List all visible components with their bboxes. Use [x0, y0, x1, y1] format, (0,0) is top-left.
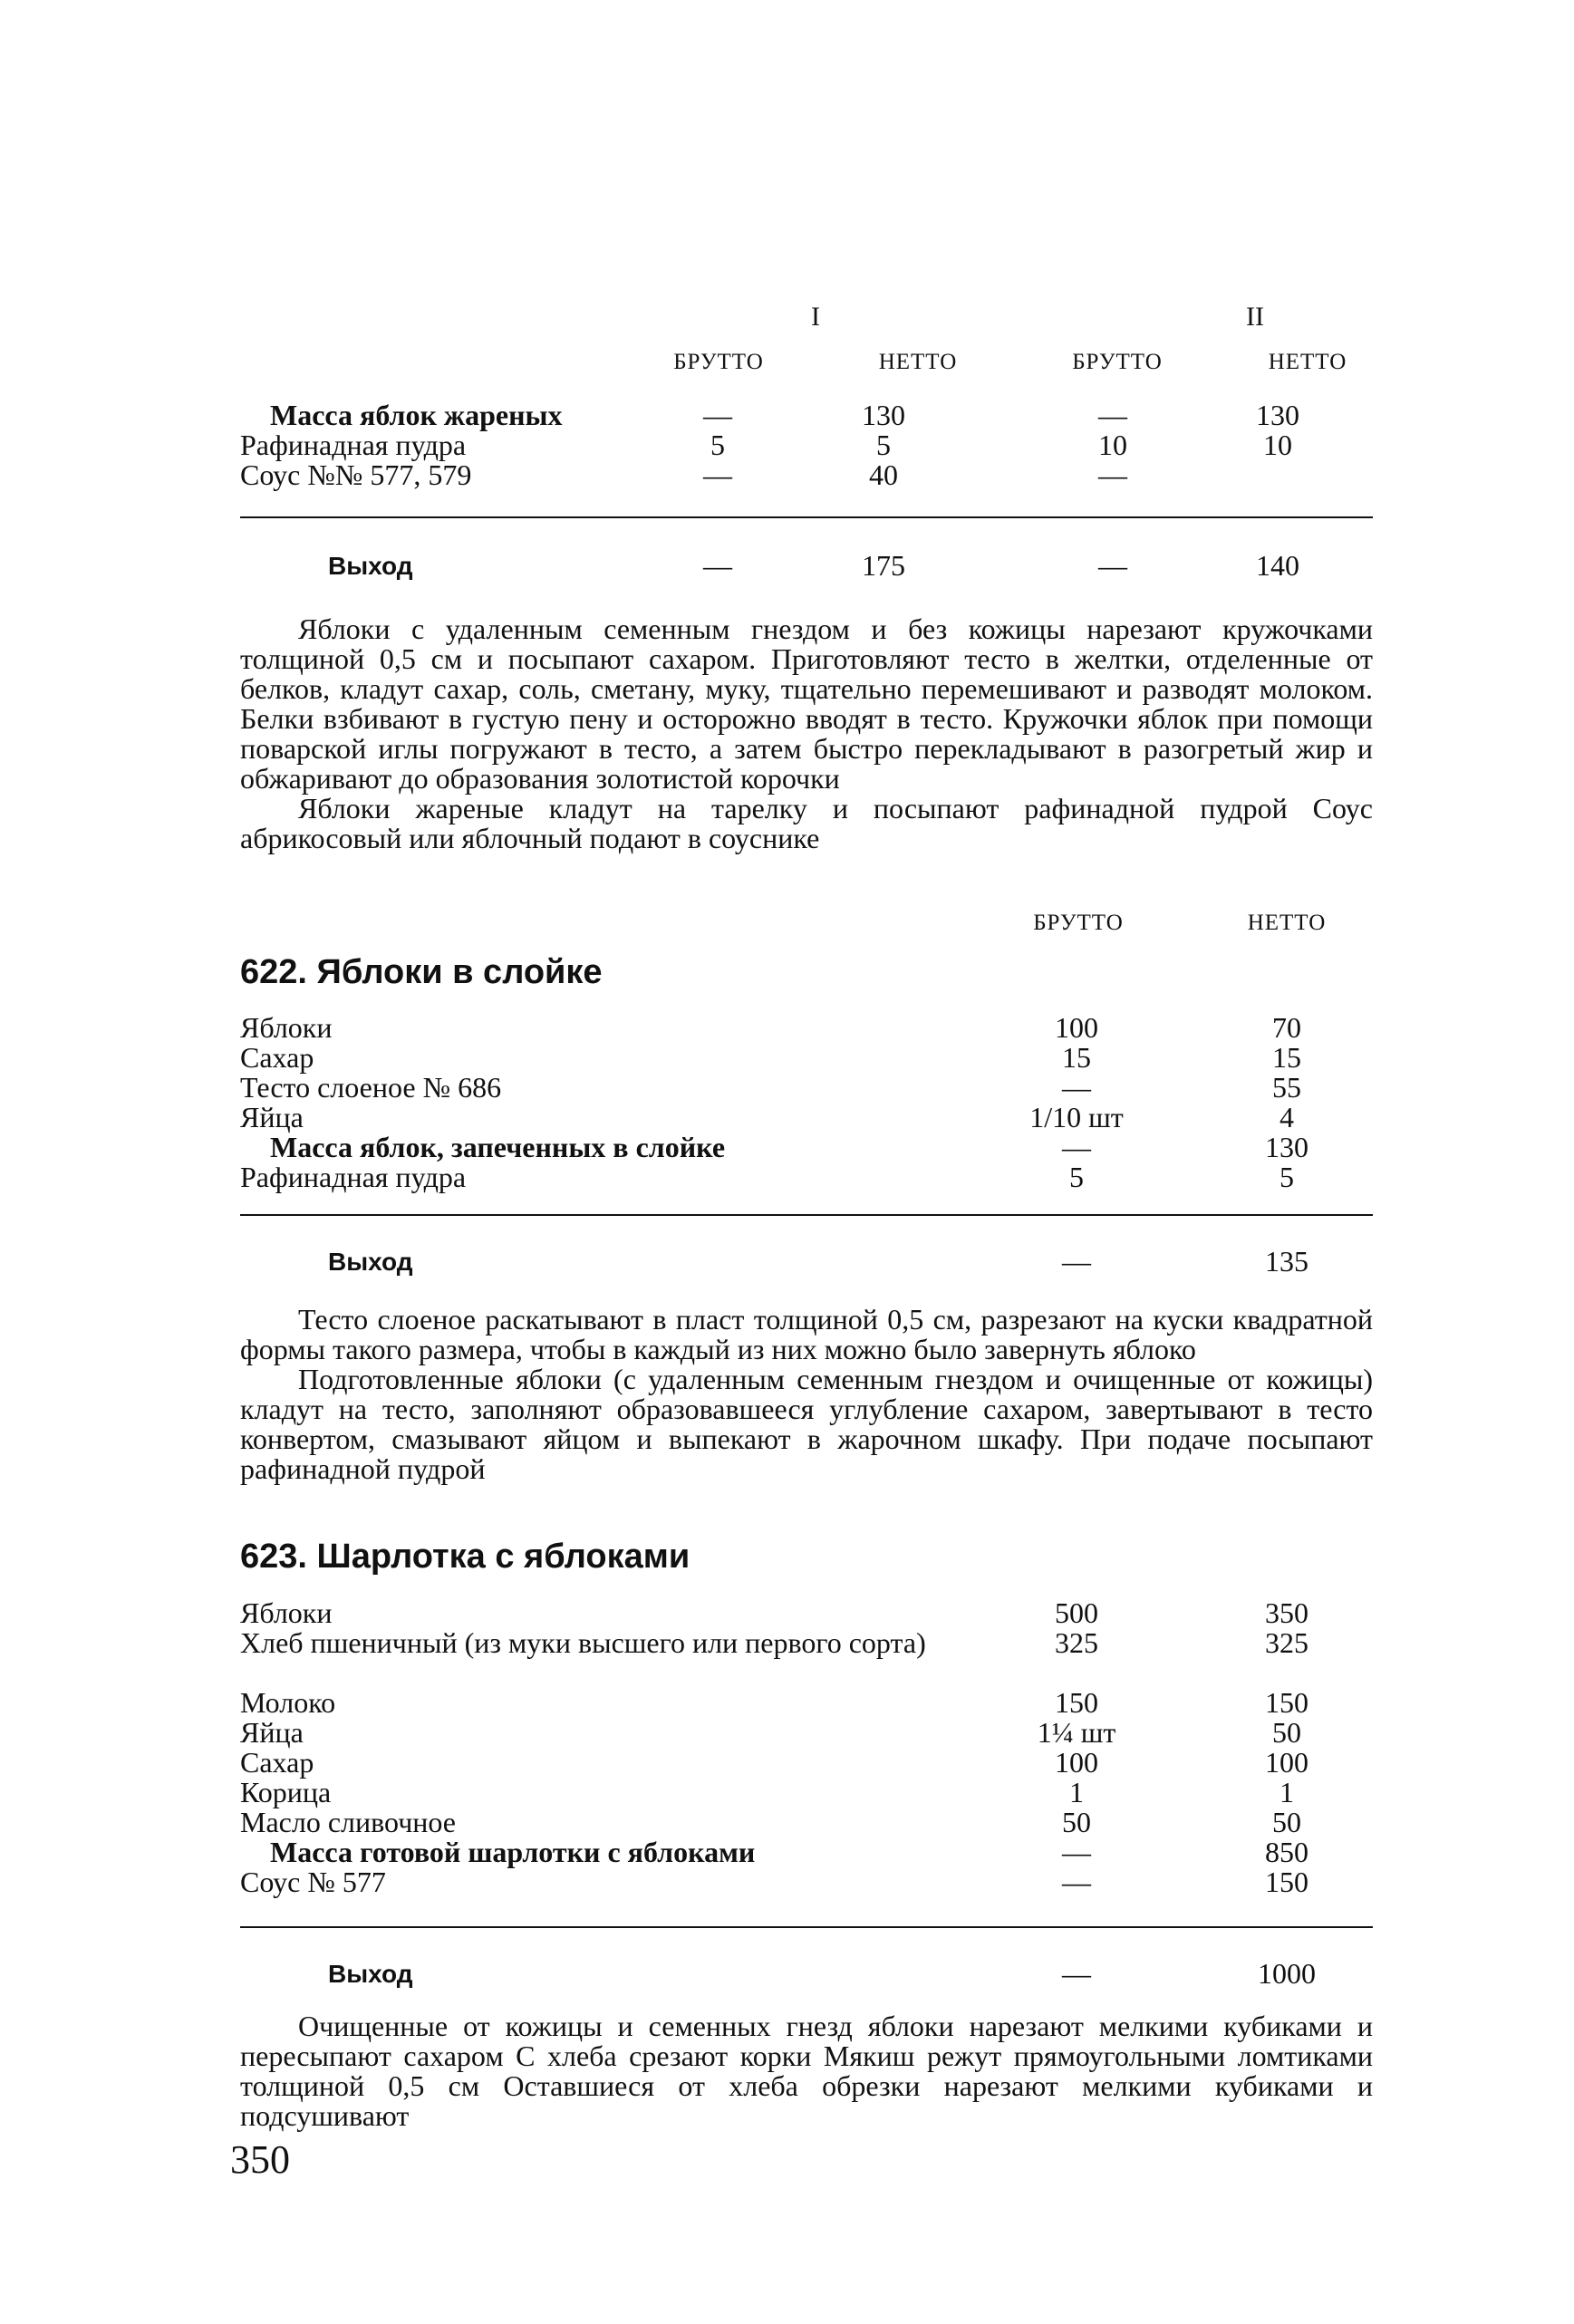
col-brutto: БРУТТО: [1033, 911, 1124, 935]
ingredient-label: Яблоки: [240, 1596, 333, 1629]
ingredient-label: Сахар: [240, 1746, 314, 1779]
ingredient-label: Яблоки: [240, 1011, 333, 1044]
col-netto: НЕТТО: [1247, 911, 1327, 935]
ingredient-label: Тесто слоеное № 686: [240, 1071, 502, 1104]
brutto-value: 150: [1055, 1686, 1098, 1719]
paragraph: Очищенные от кожицы и семенных гнезд яблоки нарезают мелкими кубиками и пересыпают сахаром С хлеба срезают корки Мякиш режут прямоугольными ломтиками толщиной 0,5 см Оставшиеся от хлеба обрезки нарезают мелкими кубиками и подсушивают: [240, 2010, 1373, 2132]
ingredient-label: Рафинадная пудра: [240, 1161, 467, 1193]
brutto-value: 500: [1055, 1596, 1098, 1629]
yield-netto: 1000: [1258, 1957, 1316, 1990]
yield-label: Выход: [328, 1960, 413, 1988]
netto-value: 150: [1265, 1686, 1308, 1719]
col-netto-I: НЕТТО: [878, 350, 958, 374]
brutto-II-value: —: [1098, 399, 1127, 431]
yield-brutto-I: —: [703, 549, 732, 582]
brutto-I-value: —: [703, 399, 732, 431]
table-row: [0, 1778, 1574, 1808]
yield-netto: 135: [1265, 1245, 1308, 1278]
brutto-II-value: —: [1098, 458, 1127, 491]
ingredient-label: Масса готовой шарлотки с яблоками: [270, 1836, 756, 1868]
page-number: 350: [230, 2137, 290, 2182]
col-netto-II: НЕТТО: [1268, 350, 1347, 374]
netto-I-value: 40: [869, 458, 898, 491]
netto-value: 100: [1265, 1746, 1308, 1779]
ingredient-label: Масло сливочное: [240, 1806, 456, 1838]
brutto-value: 100: [1055, 1011, 1098, 1044]
recipe-623-text: [240, 2011, 1373, 2131]
ingredient-label: Рафинадная пудра: [240, 429, 467, 461]
netto-value: 4: [1279, 1101, 1294, 1133]
yield-brutto: —: [1062, 1245, 1091, 1278]
divider: [240, 1926, 1373, 1928]
paragraph: Яблоки с удаленным семенным гнездом и без кожицы нарезают кружочками толщиной 0,5 см и посыпают сахаром. Приготовляют тесто в желтки, отделенные от белков, кладут сахар, соль, сметану, муку, тщательно перемешивают и разводят молоком. Белки взбивают в густую пену и осторожно вводят в тесто. Кружочки яблок при помощи поварской иглы погружают в тесто, а затем быстро перекладывают в разогретый жир и обжаривают до образования золотистой корочки: [240, 612, 1373, 795]
netto-value: 70: [1272, 1011, 1301, 1044]
table-row: [0, 1808, 1574, 1837]
netto-value: 150: [1265, 1866, 1308, 1898]
yield-row: [0, 1247, 1574, 1277]
table-row: [0, 1867, 1574, 1897]
yield-brutto-II: —: [1098, 549, 1127, 582]
yield-netto-I: 175: [862, 549, 905, 582]
table-row: [0, 1688, 1574, 1718]
paragraph: Тесто слоеное раскатывают в пласт толщиной 0,5 см, разрезают на куски квадратной формы такого размера, чтобы в каждый из них можно было завернуть яблоко: [240, 1303, 1373, 1365]
ingredient-label: Яйца: [240, 1101, 304, 1133]
table-row: [0, 1043, 1574, 1073]
table-row: [0, 460, 1574, 490]
brutto-value: —: [1062, 1131, 1091, 1163]
table-row: [0, 1718, 1574, 1748]
netto-value: 325: [1265, 1626, 1308, 1659]
yield-brutto: —: [1062, 1957, 1091, 1990]
table-row: [0, 1103, 1574, 1133]
ingredient-label: Молоко: [240, 1686, 336, 1719]
brutto-value: 1: [1069, 1776, 1084, 1808]
paragraph: Подготовленные яблоки (с удаленным семенным гнездом и очищенные от кожицы) кладут на тесто, заполняют образовавшееся углубление сахаром, завертывают в тесто конвертом, смазывают яйцом и выпекают в жарочном шкафу. При подаче посыпают рафинадной пудрой: [240, 1363, 1373, 1485]
netto-value: 50: [1272, 1716, 1301, 1749]
section1-text: [240, 614, 1373, 853]
ingredient-label: Сахар: [240, 1041, 314, 1074]
netto-value: 1: [1279, 1776, 1294, 1808]
brutto-value: 1/10 шт: [1029, 1101, 1124, 1133]
netto-I-value: 130: [862, 399, 905, 431]
brutto-value: —: [1062, 1836, 1091, 1868]
table-row: [0, 400, 1574, 430]
netto-value: 350: [1265, 1596, 1308, 1629]
netto-value: 850: [1265, 1836, 1308, 1868]
brutto-I-value: —: [703, 458, 732, 491]
divider: [240, 516, 1373, 518]
col-brutto-I: БРУТТО: [673, 350, 764, 374]
group-I-label: I: [811, 302, 820, 332]
table-row: [0, 1748, 1574, 1778]
ingredient-label: Масса яблок, запеченных в слойке: [270, 1131, 726, 1163]
brutto-value: 100: [1055, 1746, 1098, 1779]
ingredient-label: Хлеб пшеничный (из муки высшего или первого сорта): [240, 1626, 926, 1659]
netto-I-value: 5: [876, 429, 891, 461]
brutto-II-value: 10: [1098, 429, 1127, 461]
recipe-622-text: [240, 1305, 1373, 1484]
yield-netto-II: 140: [1256, 549, 1299, 582]
yield-row: [0, 551, 1574, 581]
divider: [240, 1214, 1373, 1216]
brutto-value: 1¼ шт: [1037, 1716, 1116, 1749]
yield-label: Выход: [328, 1248, 413, 1276]
table-row: [0, 1073, 1574, 1103]
table-row: [0, 1628, 1574, 1658]
yield-row: [0, 1959, 1574, 1989]
netto-value: 55: [1272, 1071, 1301, 1104]
brutto-value: —: [1062, 1866, 1091, 1898]
recipe-title: 622. Яблоки в слойке: [240, 953, 603, 991]
paragraph: Яблоки жареные кладут на тарелку и посыпают рафинадной пудрой Соус абрикосовый или яблочный подают в соуснике: [240, 792, 1373, 854]
recipe-title: 623. Шарлотка с яблоками: [240, 1538, 690, 1576]
ingredient-label: Корица: [240, 1776, 332, 1808]
ingredient-label: Соус № 577: [240, 1866, 386, 1898]
netto-value: 15: [1272, 1041, 1301, 1074]
netto-value: 5: [1279, 1161, 1294, 1193]
brutto-value: 325: [1055, 1626, 1098, 1659]
brutto-value: 50: [1062, 1806, 1091, 1838]
netto-II-value: 10: [1263, 429, 1292, 461]
col-brutto-II: БРУТТО: [1072, 350, 1163, 374]
table-row: [0, 430, 1574, 460]
table-row: [0, 1837, 1574, 1867]
netto-value: 50: [1272, 1806, 1301, 1838]
brutto-value: 15: [1062, 1041, 1091, 1074]
yield-label: Выход: [328, 552, 413, 580]
table-row: [0, 1133, 1574, 1162]
brutto-value: —: [1062, 1071, 1091, 1104]
group-II-label: II: [1246, 302, 1264, 332]
brutto-I-value: 5: [710, 429, 725, 461]
ingredient-label: Соус №№ 577, 579: [240, 458, 472, 491]
table-row: [0, 1598, 1574, 1628]
ingredient-label: Масса яблок жареных: [270, 399, 563, 431]
ingredient-label: Яйца: [240, 1716, 304, 1749]
table-row: [0, 1162, 1574, 1192]
table-row: [0, 1013, 1574, 1043]
brutto-value: 5: [1069, 1161, 1084, 1193]
netto-II-value: 130: [1256, 399, 1299, 431]
netto-value: 130: [1265, 1131, 1308, 1163]
